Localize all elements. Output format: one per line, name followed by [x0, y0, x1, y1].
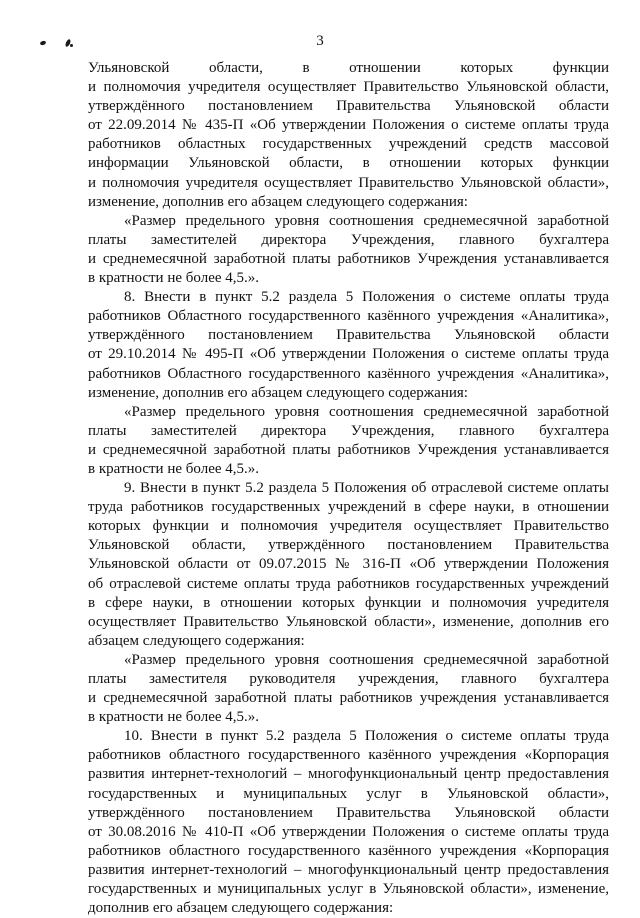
- text-line: изменение, дополнив его абзацем следующего содержания:: [88, 193, 468, 210]
- text-line: и полномочия учредителя осуществляет Правительство Ульяновской области,: [88, 79, 609, 96]
- text-line: утверждённого постановлением Правительства Ульяновской области: [88, 804, 609, 821]
- text-line: осуществляет Правительство Ульяновской области», изменение, дополнив его: [88, 613, 609, 630]
- text-line: в кратности не более 4,5.».: [88, 460, 260, 477]
- ink-dot: [70, 44, 73, 47]
- text-line: и среднемесячной заработной платы работников учреждения устанавливается: [88, 690, 609, 707]
- text-line: Ульяновской области, утверждённого постановлением Правительства: [88, 537, 609, 554]
- text-line: развития интернет-технологий – многофункциональный центр предоставления: [88, 766, 609, 783]
- text-line: «Размер предельного уровня соотношения среднемесячной заработной: [124, 651, 609, 668]
- text-line: дополнив его абзацем следующего содержания:: [88, 900, 394, 917]
- text-line: от 22.09.2014 № 435-П «Об утверждении Положения о системе оплаты труда: [88, 117, 609, 134]
- scan-marks: [40, 38, 80, 50]
- text-line: абзацем следующего содержания:: [88, 632, 305, 649]
- text-line: в кратности не более 4,5.».: [88, 270, 260, 287]
- page-number: 3: [316, 33, 324, 49]
- text-line: «Размер предельного уровня соотношения среднемесячной заработной: [124, 403, 609, 420]
- text-line: государственных и муниципальных услуг в Ульяновской области»,: [88, 785, 609, 802]
- text-line: труда работников государственных учреждений в сфере науки, в отношении: [88, 499, 609, 516]
- document-body: [88, 59, 609, 918]
- text-line: которых функции и полномочия учредителя осуществляет Правительство: [88, 518, 609, 535]
- text-line: развития интернет-технологий – многофункциональный центр предоставления: [88, 861, 609, 878]
- text-line: утверждённого постановлением Правительства Ульяновской области: [88, 327, 609, 344]
- text-line: платы заместителей директора Учреждения, главного бухгалтера: [88, 422, 609, 439]
- text-line: об отраслевой системе оплаты труда работников государственных учреждений: [88, 575, 609, 592]
- text-line: и полномочия учредителя осуществляет Правительство Ульяновской области»,: [88, 174, 609, 191]
- text-line: работников областных государственных учреждений средств массовой: [88, 136, 609, 153]
- text-line: Ульяновской области от 09.07.2015 № 316-П «Об утверждении Положения: [88, 556, 609, 573]
- text-line: в кратности не более 4,5.».: [88, 709, 260, 726]
- text-line: утверждённого постановлением Правительства Ульяновской области: [88, 98, 609, 115]
- text-line: 10. Внести в пункт 5.2 раздела 5 Положения о системе оплаты труда: [124, 728, 609, 745]
- text-line: и среднемесячной заработной платы работников Учреждения устанавливается: [88, 250, 609, 267]
- text-line: и среднемесячной заработной платы работников Учреждения устанавливается: [88, 441, 609, 458]
- text-line: от 30.08.2016 № 410-П «Об утверждении Положения о системе оплаты труда: [88, 823, 609, 840]
- text-line: платы заместителей директора Учреждения, главного бухгалтера: [88, 231, 609, 248]
- text-line: от 29.10.2014 № 495-П «Об утверждении Положения о системе оплаты труда: [88, 346, 609, 363]
- text-line: «Размер предельного уровня соотношения среднемесячной заработной: [124, 212, 609, 229]
- text-line: государственных и муниципальных услуг в Ульяновской области», изменение,: [88, 881, 609, 898]
- text-line: платы заместителя руководителя учреждения, главного бухгалтера: [88, 671, 609, 687]
- text-line: работников областного государственного казённого учреждения «Корпорация: [88, 842, 609, 859]
- text-line: работников Областного государственного казённого учреждения «Аналитика»,: [88, 308, 609, 325]
- text-line: 9. Внести в пункт 5.2 раздела 5 Положения об отраслевой системе оплаты: [124, 480, 609, 497]
- text-line: информации Ульяновской области, в отношении которых функции: [88, 155, 609, 172]
- text-line: 8. Внести в пункт 5.2 раздела 5 Положения о системе оплаты труда: [124, 289, 609, 306]
- text-line: работников Областного государственного казённого учреждения «Аналитика»,: [88, 365, 609, 382]
- ink-dot: [39, 40, 46, 46]
- text-line: изменение, дополнив его абзацем следующего содержания:: [88, 384, 468, 401]
- text-line: Ульяновской области, в отношении которых функции: [88, 60, 609, 76]
- text-line: работников областного государственного казённого учреждения «Корпорация: [88, 747, 609, 764]
- text-line: в сфере науки, в отношении которых функции и полномочия учредителя: [88, 594, 609, 611]
